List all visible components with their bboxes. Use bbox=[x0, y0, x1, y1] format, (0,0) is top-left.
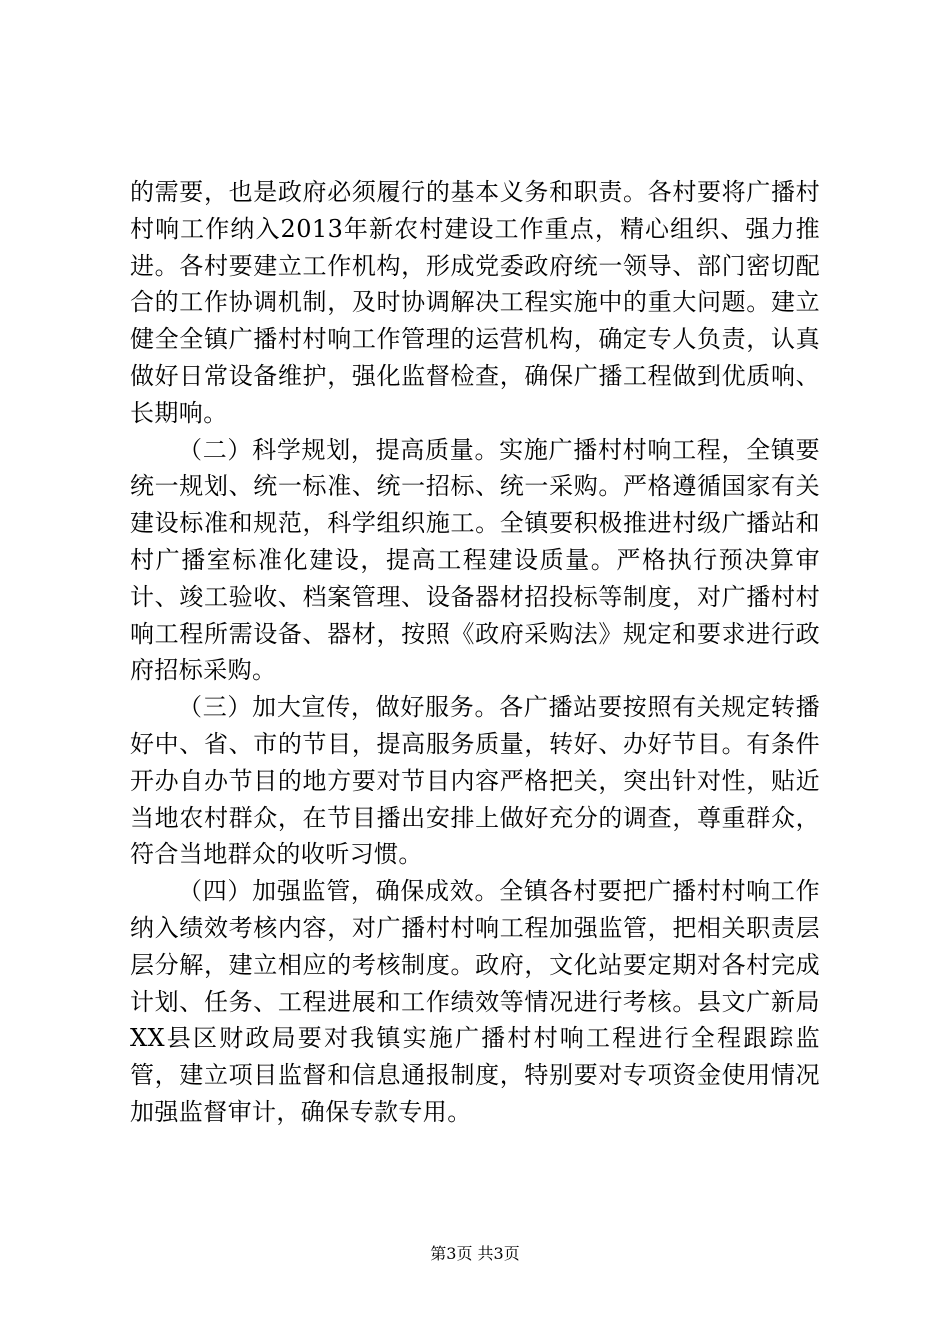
paragraph-section-4: （四）加强监管，确保成效。全镇各村要把广播村村响工作纳入绩效考核内容，对广播村村响工程加强监管，把相关职责层层分解，建立相应的考核制度。政府，文化站要定期对各村完成计划、任务、工程进展和工作绩效等情况进行考核。县文广新局XX县区财政局要对我镇实施广播村村响工程进行全程跟踪监管，建立项目监督和信息通报制度，特别要对专项资金使用情况加强监督审计，确保专款专用。 bbox=[130, 877, 820, 1126]
page-footer: 第3页 共3页 bbox=[430, 1244, 520, 1263]
document-body bbox=[130, 174, 820, 1131]
paragraph-section-3: （三）加大宣传，做好服务。各广播站要按照有关规定转播好中、省、市的节目，提高服务质量，转好、办好节目。有条件开办自办节目的地方要对节目内容严格把关，突出针对性，贴近当地农村群众，在节目播出安排上做好充分的调查，尊重群众，符合当地群众的收听习惯。 bbox=[130, 693, 820, 869]
paragraph-continuation: 的需要，也是政府必须履行的基本义务和职责。各村要将广播村村响工作纳入2013年新农村建设工作重点，精心组织、强力推进。各村要建立工作机构，形成党委政府统一领导、部门密切配合的工作协调机制，及时协调解决工程实施中的重大问题。建立健全全镇广播村村响工作管理的运营机构，确定专人负责，认真做好日常设备维护，强化监督检查，确保广播工程做到优质响、长期响。 bbox=[130, 178, 820, 427]
paragraph-section-2: （二）科学规划，提高质量。实施广播村村响工程，全镇要统一规划、统一标准、统一招标、统一采购。严格遵循国家有关建设标准和规范，科学组织施工。全镇要积极推进村级广播站和村广播室标准化建设，提高工程建设质量。严格执行预决算审计、竣工验收、档案管理、设备器材招投标等制度，对广播村村响工程所需设备、器材，按照《政府采购法》规定和要求进行政府招标采购。 bbox=[130, 435, 820, 685]
